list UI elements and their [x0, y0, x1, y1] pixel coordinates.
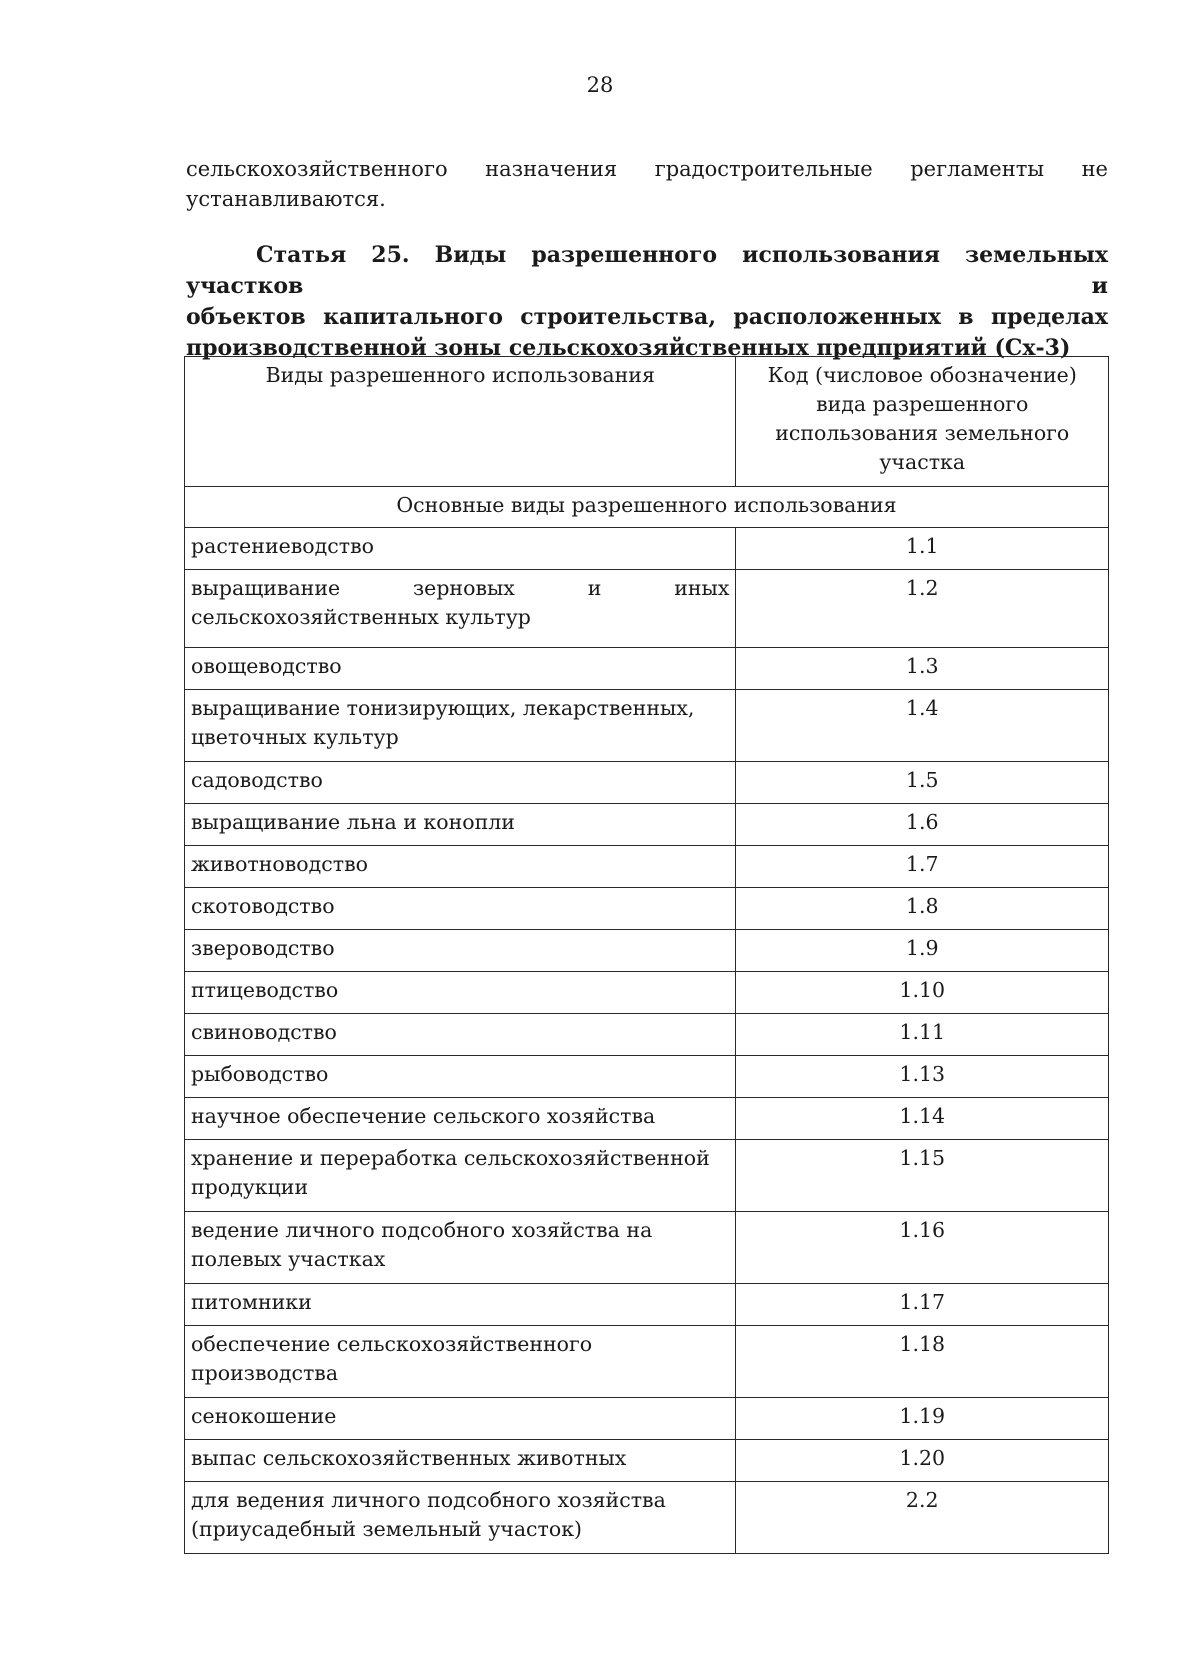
table-row — [185, 888, 1109, 930]
use-code: 1.16 — [736, 1212, 1109, 1284]
table-row — [185, 1014, 1109, 1056]
use-name: овощеводство — [185, 648, 736, 690]
use-code: 1.20 — [736, 1440, 1109, 1482]
use-name: садоводство — [185, 762, 736, 804]
use-name: обеспечение сельскохозяйственного производства — [185, 1326, 736, 1398]
column-header-use-type: Виды разрешенного использования — [185, 357, 736, 487]
table-row — [185, 804, 1109, 846]
table-row — [185, 1056, 1109, 1098]
intro-word: регламенты — [910, 157, 1045, 181]
article-heading-line-1: Статья 25. Виды разрешенного использования земельных участков и — [186, 242, 1108, 299]
use-code: 1.10 — [736, 972, 1109, 1014]
use-name: ведение личного подсобного хозяйства на полевых участках — [185, 1212, 736, 1284]
use-code: 1.11 — [736, 1014, 1109, 1056]
use-name: питомники — [185, 1284, 736, 1326]
intro-word: градостроительные — [654, 157, 873, 181]
table-row — [185, 1098, 1109, 1140]
intro-word: не — [1081, 157, 1108, 181]
table-row — [185, 762, 1109, 804]
use-name: растениеводство — [185, 528, 736, 570]
article-heading-line-2: объектов капитального строительства, расположенных в пределах — [186, 304, 1108, 330]
table-section-row — [185, 487, 1109, 528]
use-name — [185, 570, 736, 648]
use-name: птицеводство — [185, 972, 736, 1014]
table-row — [185, 1326, 1109, 1398]
table-row — [185, 972, 1109, 1014]
use-name: рыбоводство — [185, 1056, 736, 1098]
use-name: хранение и переработка сельскохозяйственной продукции — [185, 1140, 736, 1212]
use-code: 1.2 — [736, 570, 1109, 648]
use-code: 1.7 — [736, 846, 1109, 888]
table-row — [185, 1398, 1109, 1440]
table-row — [185, 648, 1109, 690]
table-row — [185, 528, 1109, 570]
intro-word: назначения — [485, 157, 618, 181]
use-code: 1.1 — [736, 528, 1109, 570]
use-name-word: зерновых — [413, 576, 515, 600]
use-code: 1.13 — [736, 1056, 1109, 1098]
use-name-line-2: сельскохозяйственных культур — [191, 605, 531, 629]
table-row — [185, 570, 1109, 648]
article-heading-line-3: производственной зоны сельскохозяйственных предприятий (Сх-3) — [186, 335, 1071, 361]
use-name: свиноводство — [185, 1014, 736, 1056]
table-row — [185, 690, 1109, 762]
use-code: 1.5 — [736, 762, 1109, 804]
use-name: для ведения личного подсобного хозяйства (приусадебный земельный участок) — [185, 1482, 736, 1554]
use-name-word: и — [587, 576, 602, 600]
use-name-word: иных — [674, 576, 730, 600]
table-header-row — [185, 357, 1109, 487]
permitted-uses-table — [184, 356, 1109, 1554]
use-name: сенокошение — [185, 1398, 736, 1440]
use-code: 1.15 — [736, 1140, 1109, 1212]
use-name: выращивание тонизирующих, лекарственных, цветочных культур — [185, 690, 736, 762]
use-code: 1.6 — [736, 804, 1109, 846]
use-name: скотоводство — [185, 888, 736, 930]
section-title: Основные виды разрешенного использования — [185, 487, 1109, 528]
use-code: 1.14 — [736, 1098, 1109, 1140]
use-code: 1.3 — [736, 648, 1109, 690]
use-name-line-1 — [191, 574, 729, 603]
column-header-code: Код (числовое обозначение) вида разрешенного использования земельного участка — [736, 357, 1109, 487]
use-code: 2.2 — [736, 1482, 1109, 1554]
table-row — [185, 1140, 1109, 1212]
intro-line-1 — [186, 154, 1108, 184]
use-code: 1.17 — [736, 1284, 1109, 1326]
use-code: 1.9 — [736, 930, 1109, 972]
article-heading — [186, 240, 1108, 364]
use-name: выращивание льна и конопли — [185, 804, 736, 846]
use-name-word: выращивание — [191, 576, 341, 600]
table-row — [185, 930, 1109, 972]
table-row — [185, 1440, 1109, 1482]
use-name: звероводство — [185, 930, 736, 972]
use-code: 1.18 — [736, 1326, 1109, 1398]
use-code: 1.8 — [736, 888, 1109, 930]
use-code: 1.4 — [736, 690, 1109, 762]
table-row — [185, 1212, 1109, 1284]
table-row — [185, 846, 1109, 888]
use-code: 1.19 — [736, 1398, 1109, 1440]
table-row — [185, 1284, 1109, 1326]
intro-word: сельскохозяйственного — [186, 157, 448, 181]
use-name: животноводство — [185, 846, 736, 888]
use-name: научное обеспечение сельского хозяйства — [185, 1098, 736, 1140]
intro-line-2: устанавливаются. — [186, 187, 386, 211]
page-number: 28 — [586, 73, 614, 97]
intro-paragraph — [186, 154, 1108, 214]
table-row — [185, 1482, 1109, 1554]
use-name: выпас сельскохозяйственных животных — [185, 1440, 736, 1482]
